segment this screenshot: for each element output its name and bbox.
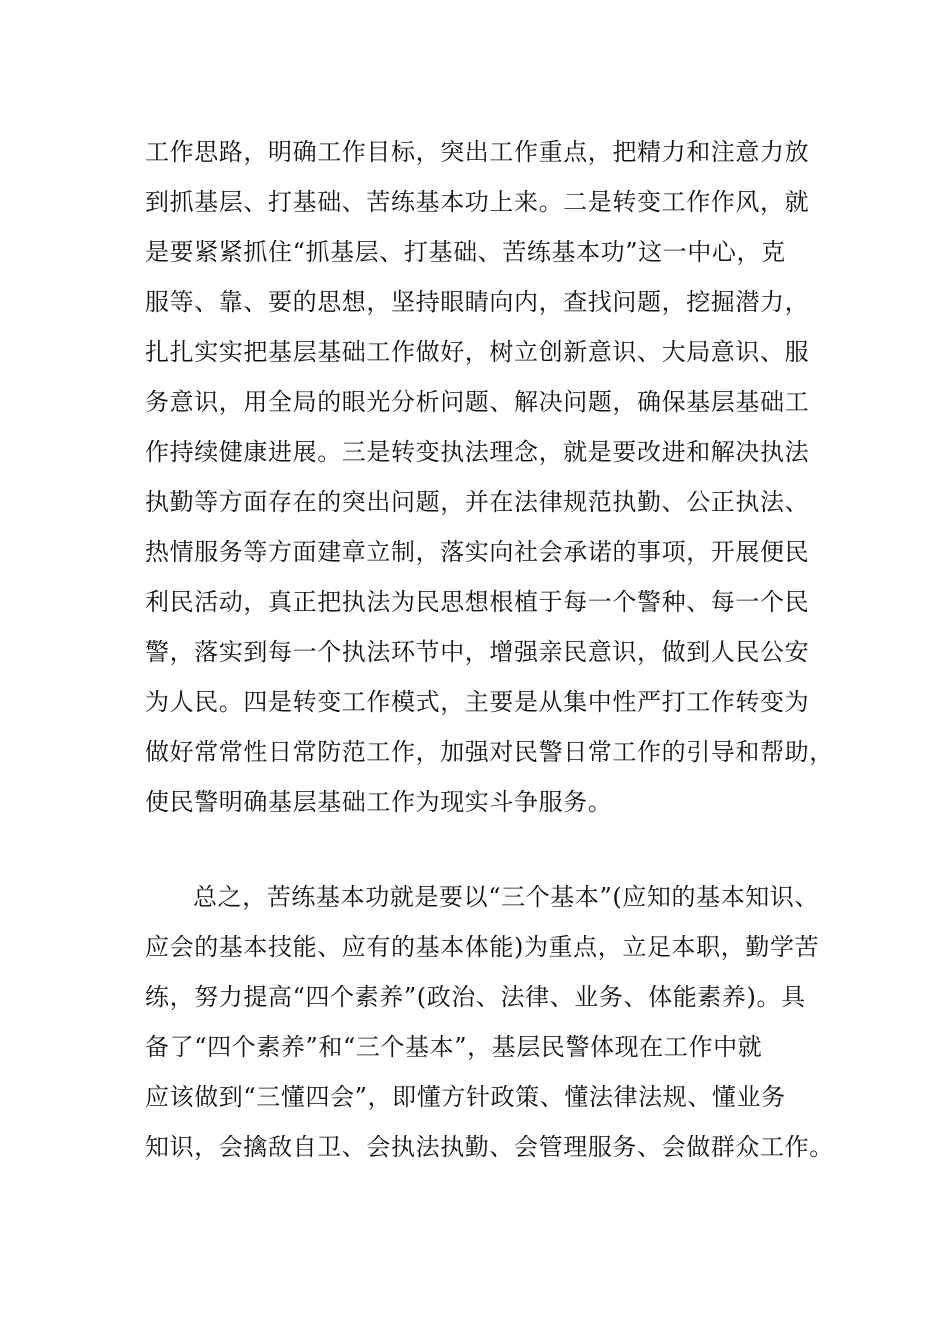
paragraph-line: 服等、靠、要的思想，坚持眼睛向内，查找问题，挖掘潜力，: [145, 288, 810, 316]
paragraph-line: 到抓基层、打基础、苦练基本功上来。二是转变工作作风，就: [145, 188, 810, 216]
paragraph-line: 应该做到“三懂四会”，即懂方针政策、懂法律法规、懂业务: [145, 1083, 786, 1111]
paragraph-line: 应会的基本技能、应有的基本体能)为重点，立足本职，勤学苦: [145, 933, 820, 961]
paragraph-line: 执勤等方面存在的突出问题，并在法律规范执勤、公正执法、: [145, 488, 810, 516]
paragraph-line: 工作思路，明确工作目标，突出工作重点，把精力和注意力放: [145, 138, 810, 166]
paragraph-line: 做好常常性日常防范工作，加强对民警日常工作的引导和帮助，: [145, 738, 834, 766]
paragraph-line: 是要紧紧抓住“抓基层、打基础、苦练基本功”这一中心，克: [145, 238, 786, 266]
paragraph-line: 扎扎实实把基层基础工作做好，树立创新意识、大局意识、服: [145, 338, 810, 366]
paragraph-line: 作持续健康进展。三是转变执法理念，就是要改进和解决执法: [145, 438, 810, 466]
paragraph-line: 总之，苦练基本功就是要以“三个基本”(应知的基本知识、: [193, 883, 820, 911]
paragraph-line: 使民警明确基层基础工作为现实斗争服务。: [145, 788, 613, 816]
paragraph-line: 备了“四个素养”和“三个基本”，基层民警体现在工作中就: [145, 1033, 763, 1061]
paragraph-line: 热情服务等方面建章立制，落实向社会承诺的事项，开展便民: [145, 538, 810, 566]
paragraph-line: 为人民。四是转变工作模式，主要是从集中性严打工作转变为: [145, 688, 810, 716]
paragraph-line: 务意识，用全局的眼光分析问题、解决问题，确保基层基础工: [145, 388, 810, 416]
paragraph-line: 练，努力提高“四个素养”(政治、法律、业务、体能素养)。具: [145, 983, 806, 1011]
paragraph-line: 警，落实到每一个执法环节中，增强亲民意识，做到人民公安: [145, 638, 810, 666]
paragraph-line: 利民活动，真正把执法为民思想根植于每一个警种、每一个民: [145, 588, 810, 616]
paragraph-line: 知识，会擒敌自卫、会执法执勤、会管理服务、会做群众工作。: [145, 1133, 834, 1161]
